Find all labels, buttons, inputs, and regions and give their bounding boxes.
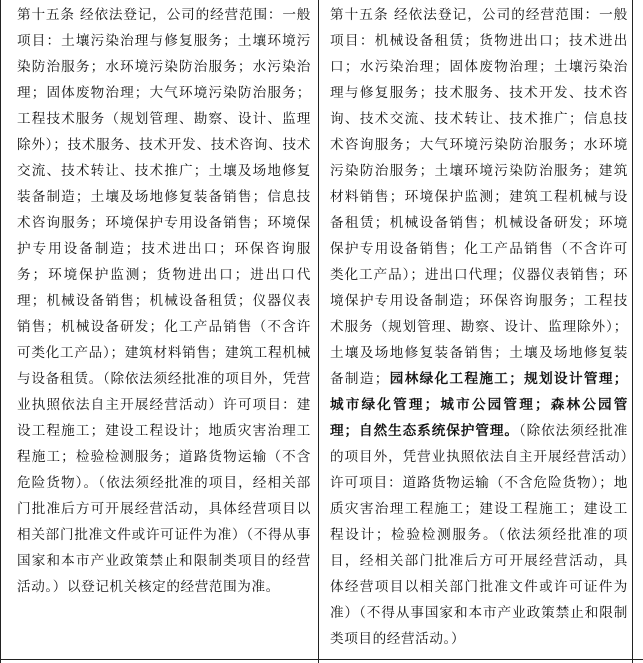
old-article-cell <box>17 2 311 600</box>
new-article-added-scope: 园林绿化工程施工；规划设计管理；城市绿化管理；城市公园管理；森林公园管理；自然生态系统保护管理。 <box>330 371 628 439</box>
new-article-text-part1: 第十五条 经依法登记，公司的经营范围：一般项目：机械设备租赁；货物进出口；技术进出口；水污染治理；固体废物治理；土壤污染治理与修复服务；技术服务、技术开发、技术咨询、技术交流、技术转让、技术推广；信息技术咨询服务；大气环境污染防治服务；水环境污染防治服务；土壤环境污染防治服务；建筑材料销售；环境保护监测；建筑工程机械与设备租赁；机械设备销售；机械设备研发；环境保护专用设备销售；化工产品销售（不含许可类化工产品）；进出口代理；仪器仪表销售；环境保护专用设备制造；环保咨询服务；工程技术服务（规划管理、勘察、设计、监理除外）；土壤及场地修复装备销售；土壤及场地修复装备制造； <box>330 7 628 387</box>
table-column-divider <box>318 0 319 663</box>
old-article-text: 第十五条 经依法登记，公司的经营范围：一般项目：土壤污染治理与修复服务；土壤环境污染防治服务；水环境污染防治服务；水污染治理；固体废物治理；大气环境污染防治服务；工程技术服务（规划管理、勘察、设计、监理除外）；技术服务、技术开发、技术咨询、技术交流、技术转让、技术推广；土壤及场地修复装备制造；土壤及场地修复装备销售；信息技术咨询服务；环境保护专用设备销售；环境保护专用设备制造；技术进出口；环保咨询服务；环境保护监测；货物进出口；进出口代理；机械设备销售；机械设备租赁；仪器仪表销售；机械设备研发；化工产品销售（不含许可类化工产品）；建筑材料销售；建筑工程机械与设备租赁。（除依法须经批准的项目外，凭营业执照依法自主开展经营活动）许可项目：建设工程施工；建设工程设计；地质灾害治理工程施工；检验检测服务；道路货物运输（不含危险货物）。（依法须经批准的项目，经相关部门批准后方可开展经营活动，具体经营项目以相关部门批准文件或许可证件为准）（不得从事国家和本市产业政策禁止和限制类项目的经营活动。）以登记机关核定的经营范围为准。 <box>17 7 311 595</box>
new-article-cell <box>330 2 628 652</box>
new-article-text-part2: （除依法须经批准的项目外，凭营业执照依法自主开展经营活动）许可项目：道路货物运输（不含危险货物）；地质灾害治理工程施工；建设工程施工；建设工程设计；检验检测服务。（依法须经批准的项目，经相关部门批准后方可开展经营活动，具体经营项目以相关部门批准文件或许可证件为准）（不得从事国家和本市产业政策禁止和限制类项目的经营活动。） <box>330 423 628 647</box>
table-border-bottom <box>0 659 643 660</box>
table-border-right <box>632 0 633 663</box>
table-border-left <box>0 0 1 663</box>
